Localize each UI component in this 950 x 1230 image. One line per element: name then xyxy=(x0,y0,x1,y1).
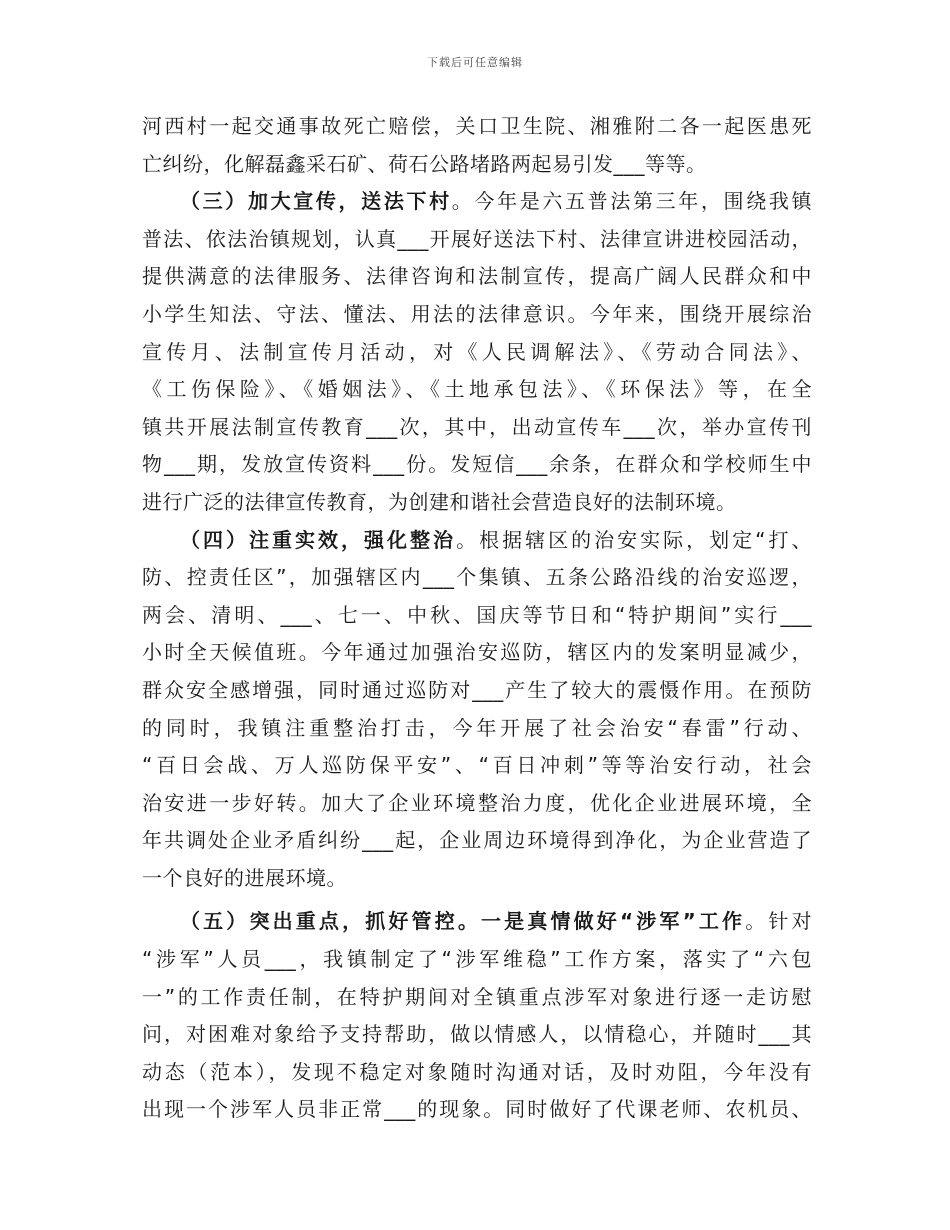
text-run: 。针对 xyxy=(745,909,812,934)
paragraph xyxy=(142,522,812,898)
text-line xyxy=(142,522,812,560)
paragraph xyxy=(142,903,812,1129)
text-line: 亡纠纷，化解磊鑫采石矿、荷石公路堵路两起易引发___等等。 xyxy=(142,151,707,176)
text-run: 。今年是六五普法第三年，围绕我镇 xyxy=(451,189,812,214)
text-line: 一个良好的进展环境。 xyxy=(142,865,347,890)
header-note: 下载后可任意编辑 xyxy=(427,56,523,69)
text-line: 提供满意的法律服务、法律咨询和法制宣传，提高广阔人民群众和中 xyxy=(142,264,812,289)
text-line: 宣传月、法制宣传月活动，对《人民调解法》、《劳动合同法》、 xyxy=(142,339,812,364)
text-line: 动态（范本），发现不稳定对象随时沟通对话，及时劝阻，今年没有 xyxy=(142,1059,812,1084)
text-line: 镇共开展法制宣传教育___次，其中，出动宣传车___次，举办宣传刊 xyxy=(142,414,812,439)
text-line: 两会、清明、___、七一、中秋、国庆等节日和“特护期间”实行___ xyxy=(142,602,812,627)
text-line: 河西村一起交通事故死亡赔偿，关口卫生院、湘雅附二各一起医患死 xyxy=(142,114,812,138)
text-line: 小学生知法、守法、懂法、用法的法律意识。今年来，围绕开展综治 xyxy=(142,301,812,326)
text-line: 小时全天候值班。今年通过加强治安巡防，辖区内的发案明显减少， xyxy=(142,640,812,665)
text-run: 。根据辖区的治安实际，划定“打、 xyxy=(456,527,812,552)
text-line: “涉军”人员___，我镇制定了“涉军维稳”工作方案，落实了“六包 xyxy=(142,947,812,972)
section-heading: （五）突出重点，抓好管控。一是真情做好“涉军”工作 xyxy=(180,909,746,934)
text-line: 群众安全感增强，同时通过巡防对___产生了较大的震慑作用。在预防 xyxy=(142,677,812,702)
text-line: 普法、依法治镇规划，认真___开展好送法下村、法律宣讲进校园活动， xyxy=(142,226,812,251)
paragraph xyxy=(142,183,812,521)
text-line: 一”的工作责任制，在特护期间对全镇重点涉军对象进行逐一走访慰 xyxy=(142,984,812,1009)
document-body xyxy=(142,108,812,1129)
text-line: 《工伤保险》、《婚姻法》、《土地承包法》、《环保法》等，在全 xyxy=(142,377,812,402)
text-line: 防、控责任区”，加强辖区内___个集镇、五条公路沿线的治安巡逻， xyxy=(142,565,812,590)
paragraph xyxy=(142,108,812,183)
text-line: 年共调处企业矛盾纠纷___起，企业周边环境得到净化，为企业营造了 xyxy=(142,828,812,853)
text-line: 物___期，发放宣传资料___份。发短信___余条，在群众和学校师生中 xyxy=(142,452,812,477)
text-line: 进行广泛的法律宣传教育，为创建和谐社会营造良好的法制环境。 xyxy=(142,489,737,514)
text-line xyxy=(142,183,812,221)
text-line: 的同时，我镇注重整治打击，今年开展了社会治安“春雷”行动、 xyxy=(142,715,812,740)
text-line: 治安进一步好转。加大了企业环境整治力度，优化企业进展环境，全 xyxy=(142,790,812,815)
section-heading: （四）注重实效，强化整治 xyxy=(180,527,457,552)
text-line xyxy=(142,903,812,941)
text-line: 出现一个涉军人员非正常___的现象。同时做好了代课老师、农机员、 xyxy=(142,1097,812,1122)
text-line: “百日会战、万人巡防保平安”、“百日冲刺”等等治安行动，社会 xyxy=(142,753,812,778)
section-heading: （三）加大宣传，送法下村 xyxy=(180,189,452,214)
text-line: 问，对困难对象给予支持帮助，做以情感人，以情稳心，并随时___其 xyxy=(142,1022,812,1047)
